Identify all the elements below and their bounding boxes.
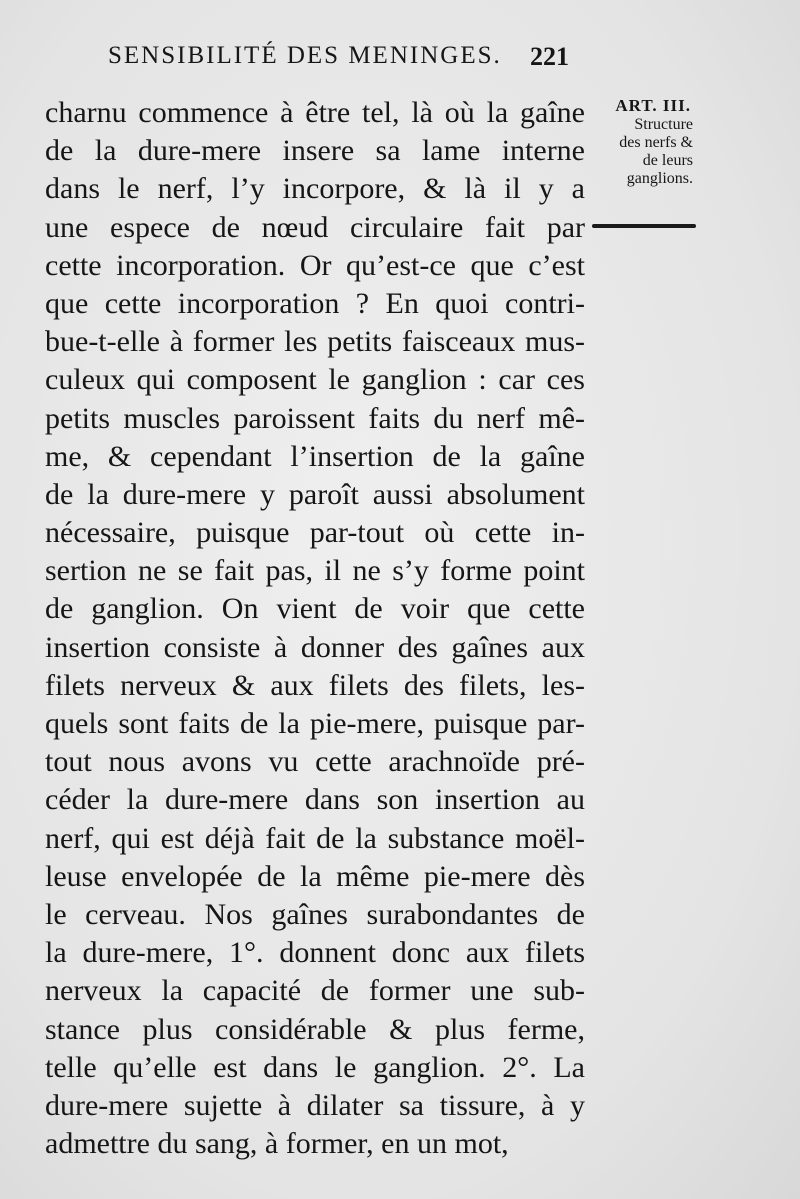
text-line: sertion ne se fait pas, il ne s’y forme point [45,554,585,588]
text-line: céder la dure-mere dans son insertion au [45,783,585,817]
text-line: nerf, qui est déjà fait de la substance moël- [45,821,585,855]
text-line: de ganglion. On vient de voir que cette [45,592,585,626]
margin-note-rule [592,224,696,228]
text-line: une espece de nœud circulaire fait par [45,210,585,244]
text-line: de la dure-mere insere sa lame interne [45,134,585,168]
text-line: petits muscles paroissent faits du nerf mê- [45,401,585,435]
text-line: admettre du sang, à former, en un mot, [45,1127,509,1161]
text-line: telle qu’elle est dans le ganglion. 2°. La [45,1050,585,1084]
text-line: cette incorporation. Or qu’est-ce que c’est [45,248,585,282]
margin-note [583,96,713,188]
margin-note-line: ganglions. [626,170,693,187]
text-line: quels sont faits de la pie-mere, puisque par- [45,707,585,740]
text-line: que cette incorporation ? En quoi contri- [45,286,585,320]
text-line: culeux qui composent le ganglion : car ces [45,363,585,397]
text-line: charnu commence à être tel, là où la gaîne [45,96,585,129]
margin-note-line: de leurs [642,152,693,169]
text-line: me, & cependant l’insertion de la gaîne [45,439,585,473]
text-line: dure-mere sujette à dilater sa tissure, à y [45,1088,585,1122]
text-line: nerveux la capacité de former une sub- [45,974,585,1008]
margin-note-line: Structure [634,116,693,133]
text-line: leuse envelopée de la même pie-mere dès [45,859,585,893]
text-line: stance plus considérable & plus ferme, [45,1012,585,1046]
body-text [45,94,585,1163]
text-line: la dure-mere, 1°. donnent donc aux filets [45,936,585,970]
text-line: tout nous avons vu cette arachnoïde pré- [45,745,585,779]
running-title: SENSIBILITÉ DES MENINGES. [108,42,502,69]
page-number: 221 [530,42,569,71]
margin-note-article: ART. III. [615,96,691,115]
margin-note-line: des nerfs & [619,134,693,151]
text-line: dans le nerf, l’y incorpore, & là il y a [45,172,585,206]
text-line: le cerveau. Nos gaînes surabondantes de [45,897,585,931]
text-line: nécessaire, puisque par-tout où cette in- [45,516,585,550]
text-line: filets nerveux & aux filets des filets, les- [45,668,585,702]
text-line: insertion consiste à donner des gaînes aux [45,630,585,664]
text-line: de la dure-mere y paroît aussi absolument [45,477,585,511]
running-head [0,42,800,82]
text-line: bue-t-elle à former les petits faisceaux mus- [45,325,585,359]
